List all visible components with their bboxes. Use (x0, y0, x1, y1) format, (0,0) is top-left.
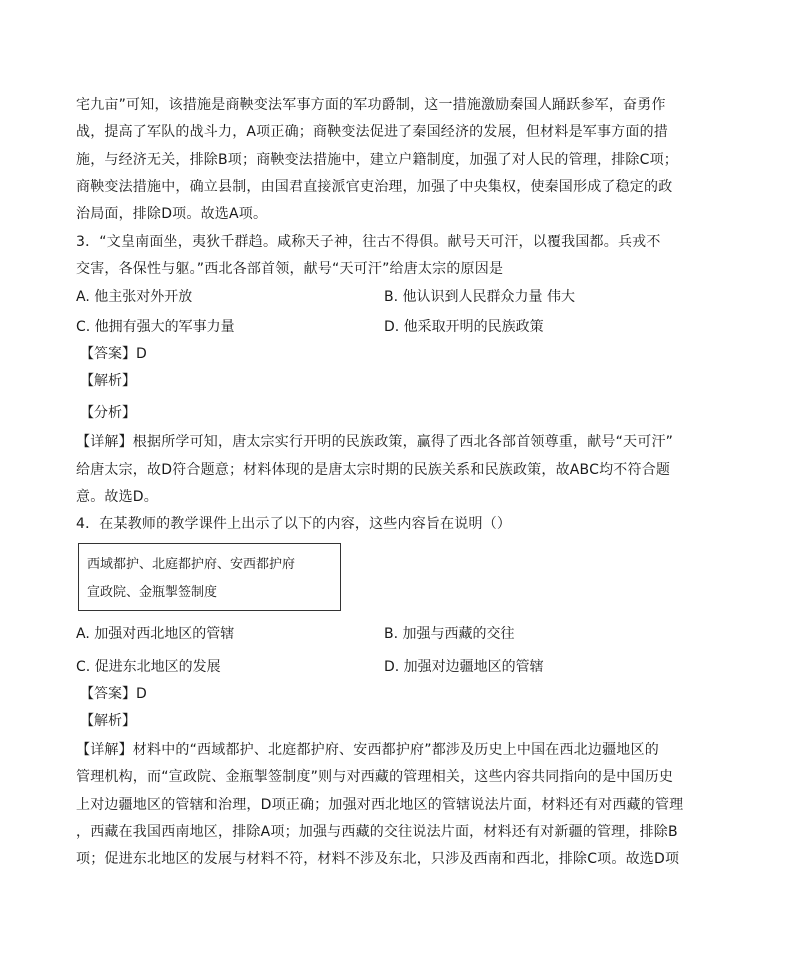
q4-box-line: 西域都护、北庭都护府、安西都护府 (87, 557, 296, 572)
q4-option-a: A. 加强对西北地区的管辖 (76, 626, 235, 642)
q4-detail-line: 【详解】材料中的“西域都护、北庭都护府、安西都护府”都涉及历史上中国在西北边疆地区的 (76, 742, 659, 758)
intro-line: 商鞅变法措施中，确立县制，由国君直接派官吏治理，加强了中央集权，使秦国形成了稳定的政 (76, 179, 673, 195)
q3-option-b: B. 他认识到人民群众力量 伟大 (384, 289, 575, 305)
q4-stem: 4．在某教师的教学课件上出示了以下的内容，这些内容旨在说明（） (76, 516, 512, 532)
q3-answer: 【答案】D (80, 346, 147, 362)
q4-detail-line: 管理机构，而“宣政院、金瓶掣签制度”则与对西藏的管理相关，这些内容共同指向的是中国历史 (76, 769, 674, 785)
q4-option-d: D. 加强对边疆地区的管辖 (384, 659, 544, 675)
intro-line: 施，与经济无关，排除B项；商鞅变法措施中，建立户籍制度，加强了对人民的管理，排除C项； (76, 152, 678, 168)
q3-detail-line: 意。故选D。 (76, 489, 158, 505)
q3-option-d: D. 他采取开明的民族政策 (384, 319, 544, 335)
q4-detail-line: ，西藏在我国西南地区，排除A项；加强与西藏的交往说法片面，材料还有对新疆的管理，排除B (76, 824, 678, 840)
q4-option-c: C. 促进东北地区的发展 (76, 659, 221, 675)
q3-detail-line: 给唐太宗，故D符合题意；材料体现的是唐太宗时期的民族关系和民族政策，故ABC均不符合题 (76, 462, 671, 478)
intro-line: 治局面，排除D项。故选A项。 (76, 206, 268, 222)
q4-answer: 【答案】D (80, 686, 147, 702)
q3-fenxi-heading: 【分析】 (80, 405, 136, 421)
intro-line: 战，提高了军队的战斗力，A项正确；商鞅变法促进了秦国经济的发展，但材料是军事方面的措 (76, 124, 668, 140)
q4-detail-line: 上对边疆地区的管辖和治理，D项正确；加强对西北地区的管辖说法片面，材料还有对西藏的管理 (76, 797, 684, 813)
q3-detail-line: 【详解】根据所学可知，唐太宗实行开明的民族政策，赢得了西北各部首领尊重，献号“天可汗” (76, 434, 674, 450)
q4-option-b: B. 加强与西藏的交往 (384, 626, 515, 642)
q4-box-line: 宣政院、金瓶掣签制度 (87, 585, 218, 600)
q4-jiexi-heading: 【解析】 (80, 713, 136, 729)
q3-option-a: A. 他主张对外开放 (76, 289, 193, 305)
q3-option-c: C. 他拥有强大的军事力量 (76, 319, 235, 335)
q3-jiexi-heading: 【解析】 (80, 373, 136, 389)
q3-stem-line: 交害，各保性与躯。”西北各部首领，献号“天可汗”给唐太宗的原因是 (76, 261, 504, 277)
q4-material-box (78, 543, 341, 611)
q4-detail-line: 项；促进东北地区的发展与材料不符，材料不涉及东北，只涉及西南和西北，排除C项。故选D项 (76, 851, 680, 867)
intro-line: 宅九亩”可知，该措施是商鞅变法军事方面的军功爵制，这一措施激励秦国人踊跃参军，奋勇作 (76, 97, 666, 113)
q3-stem-line: 3．“文皇南面坐，夷狄千群趋。咸称天子神，往古不得俱。献号天可汗，以覆我国都。兵戎不 (76, 234, 661, 250)
